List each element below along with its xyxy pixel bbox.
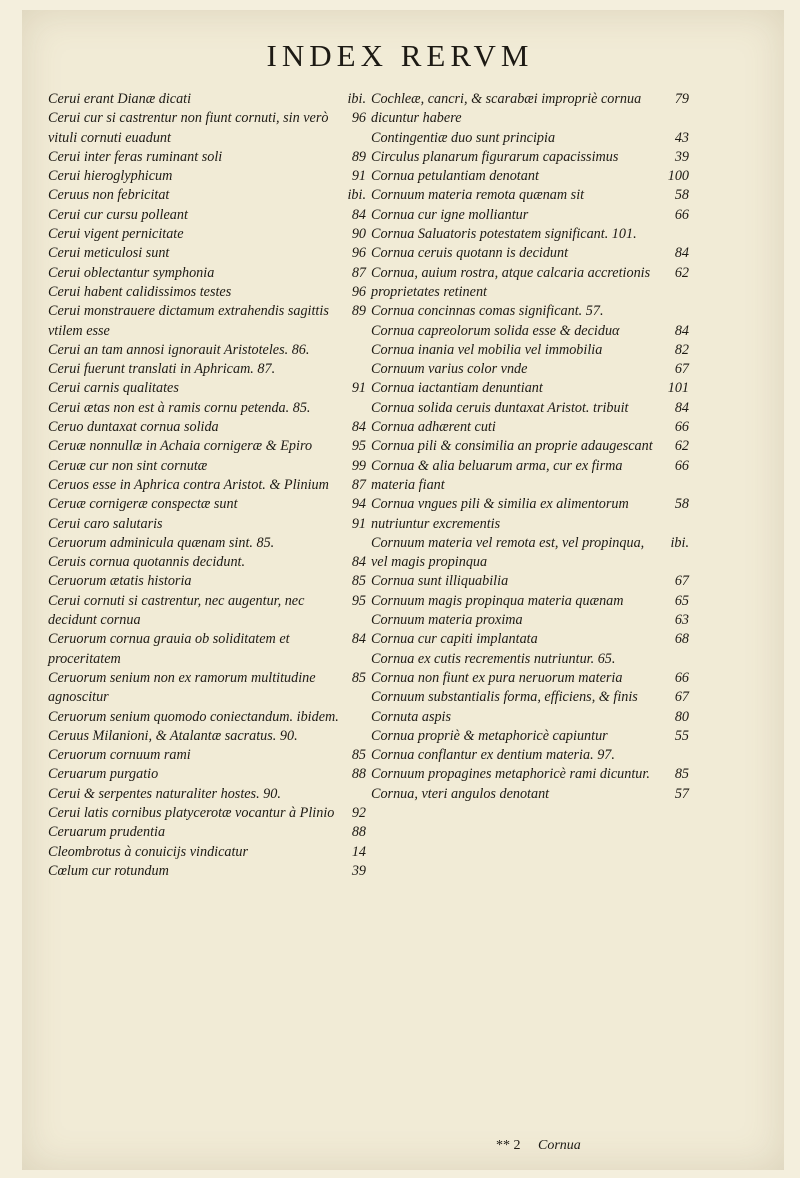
index-entry-page: 84 [674, 399, 689, 416]
index-entry-text: Ceruos esse in Aphrica contra Aristot. & Plinium [48, 476, 329, 493]
index-entry-text: Cornua sunt illiquabilia [371, 573, 509, 590]
index-entry [48, 186, 366, 205]
index-entry [48, 206, 366, 225]
index-entry-page: 94 [351, 496, 366, 513]
index-entry [371, 708, 689, 727]
index-entry-text: Ceruus Milanioni, & Atalantæ sacratus. 90. [48, 727, 298, 744]
index-entry [48, 437, 366, 456]
index-entry [48, 148, 366, 167]
index-entry-page: 95 [351, 438, 366, 455]
index-entry [48, 302, 366, 341]
index-entry-text: Cornua ceruis quotann is decidunt [371, 245, 569, 262]
index-entry [371, 418, 689, 437]
index-entry-text: Cornua Saluatoris potestatem significant. 101. [371, 226, 637, 243]
index-entry-page: 95 [351, 592, 366, 609]
index-entry [48, 341, 366, 360]
signature-mark: ** 2 [496, 1138, 521, 1153]
index-entry-page: 89 [351, 148, 366, 165]
index-entry [371, 186, 689, 205]
index-entry-page: 55 [674, 727, 689, 744]
index-entry-text: Ceruorum cornuum rami [48, 747, 191, 764]
index-entry [48, 109, 366, 148]
index-entry-text: Cornuum materia remota quænam sit [371, 187, 585, 204]
index-entry [48, 283, 366, 302]
index-entry-page: 58 [674, 187, 689, 204]
index-entry-text: Cornua concinnas comas significant. 57. [371, 303, 604, 320]
index-entry [371, 379, 689, 398]
index-entry-text: Cochleæ, cancri, & scarabæi impropriè cornua dicuntur habere [371, 91, 642, 127]
index-entry-page: 84 [351, 631, 366, 648]
index-entry-text: Cerui monstrauere dictamum extrahendis sagittis vtilem esse [48, 303, 329, 339]
index-entry [48, 669, 366, 708]
index-entry [371, 129, 689, 148]
index-entry-page: 39 [674, 148, 689, 165]
index-entry-page: 63 [674, 612, 689, 629]
index-entry-page: 87 [351, 476, 366, 493]
index-entry-text: Cerui erant Dianæ dicati [48, 91, 192, 107]
index-entry-page: 82 [674, 341, 689, 358]
index-entry-page: 101 [667, 380, 689, 397]
index-entry-text: Cerui meticulosi sunt [48, 245, 170, 262]
index-entry-page: 89 [351, 303, 366, 320]
index-entry-page: 84 [351, 419, 366, 436]
index-entry-text: Cerui cur si castrentur non fiunt cornuti, sin verò vituli cornuti euadunt [48, 110, 329, 146]
index-entry-page: 85 [351, 669, 366, 686]
index-entry [48, 244, 366, 263]
index-entry [371, 727, 689, 746]
index-entry [48, 90, 366, 109]
index-entry-text: Cerui inter feras ruminant soli [48, 148, 223, 165]
index-entry [371, 399, 689, 418]
index-entry-page: 85 [351, 747, 366, 764]
index-entry [371, 785, 689, 804]
index-entry-text: Cerui an tam annosi ignorauit Aristoteles. 86. [48, 341, 310, 358]
index-entry-page: 91 [351, 168, 366, 185]
index-entry-page: 68 [674, 631, 689, 648]
index-entry-text: Ceruarum prudentia [48, 824, 166, 841]
index-entry [48, 785, 366, 804]
index-entry [371, 688, 689, 707]
index-entry [371, 244, 689, 263]
index-entry [371, 592, 689, 611]
index-entry-page: 79 [674, 91, 689, 107]
index-entry [48, 630, 366, 669]
index-entry-text: Ceruorum ætatis historia [48, 573, 192, 590]
index-entry-text: Cornua cur igne molliantur [371, 206, 529, 223]
index-entry-page: 96 [351, 110, 366, 127]
index-entry-text: Cornua pili & consimilia an proprie adaugescant [371, 438, 653, 455]
index-entry-page: 66 [674, 419, 689, 436]
index-entry-text: Cleombrotus à conuicijs vindicatur [48, 843, 249, 860]
index-entry-page: 80 [674, 708, 689, 725]
index-entry [371, 669, 689, 688]
index-entry-text: Cerui cur cursu polleant [48, 206, 188, 223]
index-entry [371, 630, 689, 649]
index-entry-text: Cornua propriè & metaphoricè capiuntur [371, 727, 608, 744]
index-entry-page: ibi. [670, 534, 689, 551]
index-entry [371, 264, 689, 303]
index-entry-text: Cerui ætas non est à ramis cornu petenda. 85. [48, 399, 311, 416]
index-entry-text: Cerui & serpentes naturaliter hostes. 90. [48, 785, 281, 802]
index-entry-page: 87 [351, 264, 366, 281]
index-entry [48, 553, 366, 572]
index-entry-text: Cornuum materia vel remota est, vel propinqua, vel magis propinqua [371, 534, 645, 571]
index-entry [48, 843, 366, 862]
page-footer [496, 1138, 581, 1154]
index-entry-text: Cœlum cur rotundum [48, 862, 169, 879]
index-entry-page: 14 [351, 843, 366, 860]
index-entry [371, 225, 689, 244]
index-entry-text: Cornua iactantiam denuntiant [371, 380, 543, 397]
index-entry-text: Cornua conflantur ex dentium materia. 97. [371, 747, 615, 764]
index-entry-text: Circulus planarum figurarum capacissimus [371, 148, 619, 165]
index-entry [371, 148, 689, 167]
index-entry-text: Ceruæ nonnullæ in Achaia cornigeræ & Epiro [48, 438, 313, 455]
catchword: Cornua [538, 1138, 581, 1153]
index-entry-text: Cornuum varius color vnde [371, 361, 528, 378]
index-entry-text: Ceruis cornua quotannis decidunt. [48, 554, 246, 571]
index-entry-text: Cerui habent calidissimos testes [48, 283, 232, 300]
index-entry [371, 206, 689, 225]
index-entry-text: Cerui carnis qualitates [48, 380, 179, 397]
index-entry-page: ibi. [347, 91, 366, 107]
left-column [48, 90, 366, 881]
index-entry-text: Cornua capreolorum solida esse & deciduα [371, 322, 620, 339]
index-entry-text: Ceruorum senium quomodo coniectandum. ibidem. [48, 708, 339, 725]
index-entry-page: 67 [674, 361, 689, 378]
index-entry [371, 534, 689, 573]
index-entry [48, 534, 366, 553]
page-title: INDEX RERVM [266, 38, 534, 73]
index-entry-page: 66 [674, 457, 689, 474]
index-entry-page: 88 [351, 824, 366, 841]
index-entry-text: Cornua cur capiti implantata [371, 631, 538, 648]
index-entry-page: 67 [674, 689, 689, 706]
index-entry-page: 67 [674, 573, 689, 590]
index-entry [371, 746, 689, 765]
index-entry-text: Cornuum substantialis forma, efficiens, & finis [371, 689, 638, 706]
index-entry [48, 264, 366, 283]
index-entry-text: Ceruarum purgatio [48, 766, 159, 783]
index-entry-page: 99 [351, 457, 366, 474]
index-entry [48, 592, 366, 631]
index-entry [48, 515, 366, 534]
index-entry-text: Ceruorum adminicula quænam sint. 85. [48, 534, 275, 551]
index-entry-text: Ceruorum cornua grauia ob soliditatem et proceritatem [48, 631, 290, 667]
index-entry-text: Cornua ex cutis recrementis nutriuntur. 65. [371, 650, 616, 667]
index-entry [371, 765, 689, 784]
index-entry [48, 379, 366, 398]
index-entry-page: 92 [351, 804, 366, 821]
index-entry-text: Cerui latis cornibus platycerotæ vocantur à Plinio [48, 804, 335, 821]
index-entry [371, 322, 689, 341]
index-entry-text: Cerui caro salutaris [48, 515, 163, 532]
index-entry-page: 84 [674, 245, 689, 262]
index-entry-page: 96 [351, 245, 366, 262]
index-entry [371, 611, 689, 630]
index-entry-text: Cornua petulantiam denotant [371, 168, 539, 185]
index-entry-text: Contingentiæ duo sunt principia [371, 129, 556, 146]
index-entry [371, 650, 689, 669]
index-entry [48, 457, 366, 476]
index-entry-page: 62 [674, 438, 689, 455]
index-entry-page: 84 [351, 206, 366, 223]
index-entry [48, 823, 366, 842]
index-entry-page: 91 [351, 515, 366, 532]
index-entry-page: 90 [351, 226, 366, 243]
index-entry-page: 84 [674, 322, 689, 339]
index-entry [48, 225, 366, 244]
index-entry [48, 708, 366, 727]
index-entry-text: Cornuum materia proxima [371, 612, 523, 629]
index-entry-page: 100 [667, 168, 689, 185]
index-entry-text: Cerui fuerunt translati in Aphricam. 87. [48, 361, 276, 378]
index-entry-text: Cornua inania vel mobilia vel immobilia [371, 341, 603, 358]
index-entry-text: Cornuum propagines metaphoricè rami dicuntur. [371, 766, 650, 783]
index-entry-text: Cerui hieroglyphicum [48, 168, 173, 185]
index-entry-text: Cornuta aspis [371, 708, 452, 725]
right-column [371, 90, 689, 804]
index-entry-page: 66 [674, 669, 689, 686]
index-entry [371, 437, 689, 456]
index-entry [371, 495, 689, 534]
index-entry-page: 85 [351, 573, 366, 590]
index-entry-text: Cornua, vteri angulos denotant [371, 785, 550, 802]
index-entry-page: 91 [351, 380, 366, 397]
index-entry-text: Cerui oblectantur symphonia [48, 264, 215, 281]
index-entry [48, 572, 366, 591]
index-entry-page: 43 [674, 129, 689, 146]
index-entry-page: 62 [674, 264, 689, 281]
index-entry-text: Cerui vigent pernicitate [48, 226, 184, 243]
index-entry-text: Cornua vngues pili & similia ex alimentorum nutriuntur excrementis [371, 496, 629, 532]
index-entry-text: Ceruus non febricitat [48, 187, 170, 204]
index-entry-text: Cornua solida ceruis duntaxat Aristot. tribuit [371, 399, 629, 416]
index-entry [371, 167, 689, 186]
index-entry-page: 58 [674, 496, 689, 513]
index-entry-text: Cerui cornuti si castrentur, nec augentur, nec decidunt cornua [48, 592, 305, 629]
index-entry-text: Ceruæ cur non sint cornutæ [48, 457, 208, 474]
index-entry [371, 572, 689, 591]
index-entry-text: Ceruorum senium non ex ramorum multitudine agnoscitur [48, 669, 316, 706]
index-entry [48, 727, 366, 746]
index-entry-page: ibi. [347, 187, 366, 204]
index-entry [48, 495, 366, 514]
index-entry-text: Cornua, auium rostra, atque calcaria accretionis proprietates retinent [371, 264, 651, 300]
index-entry-text: Cornua adhærent cuti [371, 419, 496, 436]
index-entry [48, 765, 366, 784]
index-entry-page: 96 [351, 283, 366, 300]
index-entry-page: 85 [674, 766, 689, 783]
index-entry-text: Cornua non fiunt ex pura neruorum materia [371, 669, 623, 686]
index-entry [48, 399, 366, 418]
index-entry-text: Ceruo duntaxat cornua solida [48, 419, 219, 436]
index-entry-page: 39 [351, 862, 366, 879]
index-entry-page: 66 [674, 206, 689, 223]
index-entry [48, 418, 366, 437]
index-entry [371, 341, 689, 360]
index-entry-page: 57 [674, 785, 689, 802]
index-entry [371, 457, 689, 496]
index-entry [48, 167, 366, 186]
index-entry [48, 862, 366, 881]
index-entry-page: 84 [351, 554, 366, 571]
index-entry [48, 360, 366, 379]
index-entry [48, 746, 366, 765]
index-entry [48, 476, 366, 495]
index-entry [371, 302, 689, 321]
index-entry-text: Ceruæ cornigeræ conspectæ sunt [48, 496, 238, 513]
index-entry [371, 360, 689, 379]
index-entry-text: Cornuum magis propinqua materia quænam [371, 592, 624, 609]
index-entry-text: Cornua & alia beluarum arma, cur ex firma materia fiant [371, 457, 623, 493]
index-entry-page: 65 [674, 592, 689, 609]
index-entry [371, 90, 689, 129]
index-entry [48, 804, 366, 823]
index-entry-page: 88 [351, 766, 366, 783]
